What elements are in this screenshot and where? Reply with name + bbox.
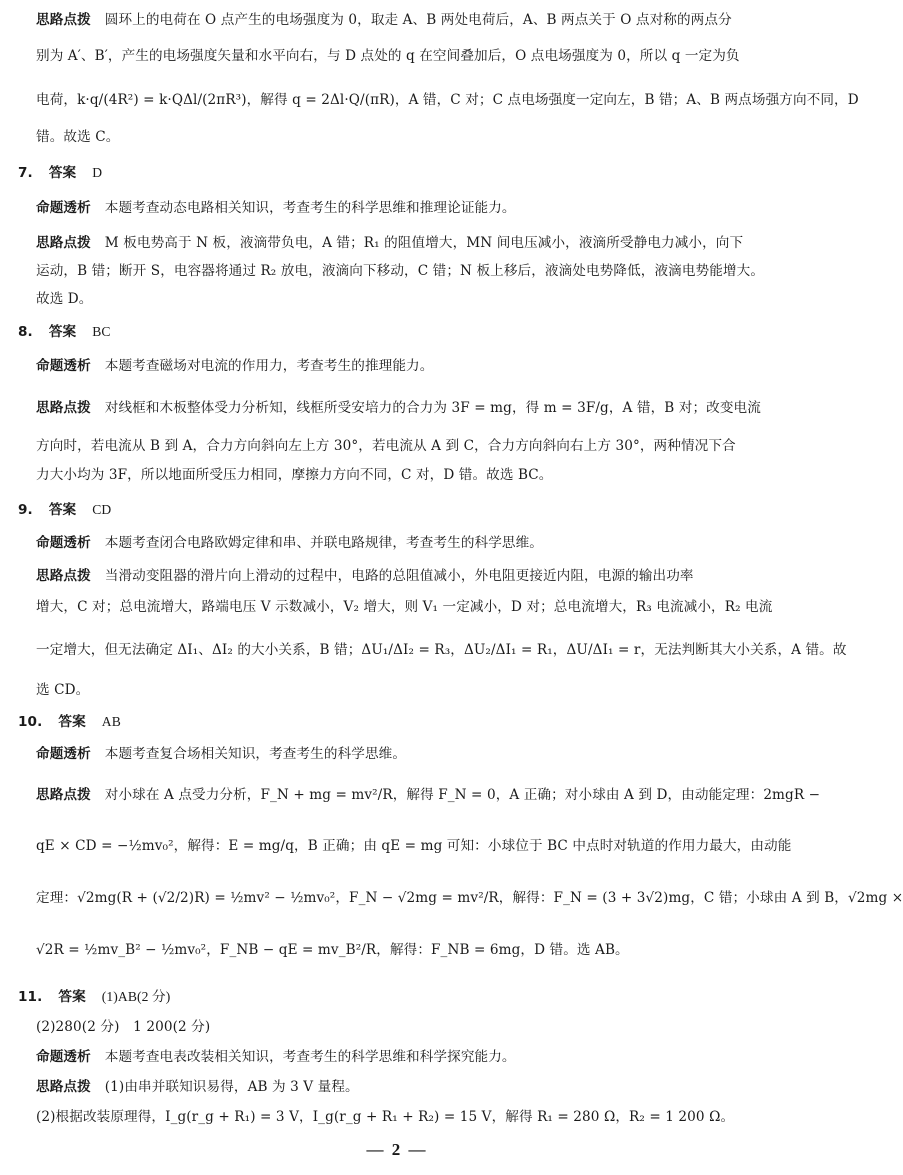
q8-intent: 本题考查磁场对电流的作用力，考查考生的推理能力。: [104, 358, 434, 374]
q10-hint-label: 思路点拨: [36, 787, 91, 803]
q8-hint-line-2: 方向时，若电流从 B 到 A，合力方向斜向左上方 30°，若电流从 A 到 C，合力方向斜向右上方 30°，两种情况下合: [36, 438, 736, 454]
q6-hint-line-2: 别为 A′、B′，产生的电场强度矢量和水平向右，与 D 点处的 q 在空间叠加后，O 点电场强度为 0，所以 q 一定为负: [36, 48, 740, 64]
q10-hint-line-4: √2R = ½mv_B² − ½mv₀²，F_NB − qE = mv_B²/R，解得：F_NB = 6mg，D 错。选 AB。: [36, 942, 629, 958]
q7-hint-line-2: 运动，B 错；断开 S，电容器将通过 R₂ 放电，液滴向下移动，C 错；N 板上移后，液滴处电势降低，液滴电势能增大。: [36, 263, 765, 279]
q7-intent-row: [36, 198, 516, 218]
q9-hint-line-1: 思路点拨 当滑动变阻器的滑片向上滑动的过程中，电路的总阻值减小，外电阻更接近内阻，电源的输出功率: [36, 568, 694, 584]
q7-answer-label: 答案: [48, 165, 77, 181]
q8-answer-row: [18, 322, 111, 342]
q7-number: 7.: [18, 165, 33, 181]
q11-intent-label: 命题透析: [36, 1049, 91, 1065]
q8-hint-label: 思路点拨: [36, 400, 91, 416]
q9-intent: 本题考查闭合电路欧姆定律和串、并联电路规律，考查考生的科学思维。: [104, 535, 543, 551]
q7-hint-line-1: 思路点拨 M 板电势高于 N 板，液滴带负电，A 错；R₁ 的阻值增大，MN 间电压减小，液滴所受静电力减小，向下: [36, 235, 744, 251]
q8-answer-label: 答案: [48, 324, 77, 340]
q6-hint-line-1: 思路点拨 圆环上的电荷在 O 点产生的电场强度为 0，取走 A、B 两处电荷后，A、B 两点关于 O 点对称的两点分: [36, 12, 732, 28]
q11-intent: 本题考查电表改装相关知识，考查考生的科学思维和科学探究能力。: [104, 1049, 516, 1065]
q11-hint-label: 思路点拨: [36, 1079, 91, 1095]
q11-answer-1: (1)AB(2 分): [101, 989, 171, 1004]
q9-hint-line-2: 增大，C 对；总电流增大，路端电压 V 示数减小，V₂ 增大，则 V₁ 一定减小，D 对；总电流增大，R₃ 电流减小，R₂ 电流: [36, 599, 773, 615]
q9-intent-row: [36, 533, 543, 553]
q9-number: 9.: [18, 502, 33, 518]
q11-answer-2: (2)280(2 分) 1 200(2 分): [36, 1019, 211, 1035]
q8-number: 8.: [18, 324, 33, 340]
q7-hint-line-3: 故选 D。: [36, 291, 93, 307]
page-number: — 2 —: [366, 1140, 428, 1159]
q7-hint-label: 思路点拨: [36, 235, 91, 251]
q7-answer-row: [18, 163, 102, 183]
q10-answer: AB: [101, 714, 121, 729]
q9-hint-line-3: 一定增大，但无法确定 ΔI₁、ΔI₂ 的大小关系，B 错；ΔU₁/ΔI₂ = R₃，ΔU₂/ΔI₁ = R₁，ΔU/ΔI₁ = r，无法判断其大小关系，A 错。故: [36, 642, 847, 658]
q9-hint-line-4: 选 CD。: [36, 682, 90, 698]
q8-hint-line-3: 力大小均为 3F，所以地面所受压力相同，摩擦力方向不同，C 对，D 错。故选 BC。: [36, 467, 553, 483]
q9-answer: CD: [92, 502, 112, 517]
q11-answer-row: [18, 987, 170, 1007]
q10-intent-row: [36, 744, 406, 764]
q10-number: 10.: [18, 714, 43, 730]
q10-intent: 本题考查复合场相关知识，考查考生的科学思维。: [104, 746, 407, 762]
q10-hint-line-1: 思路点拨 对小球在 A 点受力分析，F_N + mg = mv²/R，解得 F_N = 0，A 正确；对小球由 A 到 D，由动能定理：2mgR −: [36, 787, 821, 803]
q10-hint-line-3: 定理：√2mg(R + (√2/2)R) = ½mv² − ½mv₀²，F_N − √2mg = mv²/R，解得：F_N = (3 + 3√2)mg，C 错；小球由 A 到 B，√2mg ×: [36, 890, 903, 906]
q10-intent-label: 命题透析: [36, 746, 91, 762]
q10-hint-line-2: qE × CD = −½mv₀²，解得：E = mg/q，B 正确；由 qE = mg 可知：小球位于 BC 中点时对轨道的作用力最大，由动能: [36, 838, 792, 854]
q10-answer-label: 答案: [58, 714, 86, 730]
q6-hint-line-4: 错。故选 C。: [36, 129, 120, 145]
q8-intent-label: 命题透析: [36, 358, 91, 374]
q10-answer-row: [18, 712, 121, 732]
q7-intent: 本题考查动态电路相关知识，考查考生的科学思维和推理论证能力。: [104, 200, 516, 216]
q6-hint-label: 思路点拨: [36, 12, 91, 28]
q9-hint-label: 思路点拨: [36, 568, 91, 584]
q8-intent-row: [36, 356, 433, 376]
q9-answer-label: 答案: [48, 502, 77, 518]
q11-number: 11.: [18, 989, 43, 1005]
q9-intent-label: 命题透析: [36, 535, 91, 551]
q11-hint-line-1: 思路点拨 (1)由串并联知识易得，AB 为 3 V 量程。: [36, 1079, 359, 1095]
q6-hint-line-3: 电荷，k·q/(4R²) = k·QΔl/(2πR³)，解得 q = 2Δl·Q/(πR)，A 错，C 对；C 点电场强度一定向左，B 错；A、B 两点场强方向不同，D: [36, 92, 859, 108]
q7-answer: D: [92, 165, 103, 180]
q9-answer-row: [18, 500, 111, 520]
q8-answer: BC: [92, 324, 111, 339]
q11-hint-line-2: (2)根据改装原理得，I_g(r_g + R₁) = 3 V，I_g(r_g + R₁ + R₂) = 15 V，解得 R₁ = 280 Ω，R₂ = 1 200 Ω。: [36, 1109, 735, 1125]
q11-intent-row: [36, 1047, 516, 1067]
q11-answer-label: 答案: [58, 989, 86, 1005]
q7-intent-label: 命题透析: [36, 200, 91, 216]
q8-hint-line-1: 思路点拨 对线框和木板整体受力分析知，线框所受安培力的合力为 3F = mg，得 m = 3F/g，A 错，B 对；改变电流: [36, 400, 761, 416]
